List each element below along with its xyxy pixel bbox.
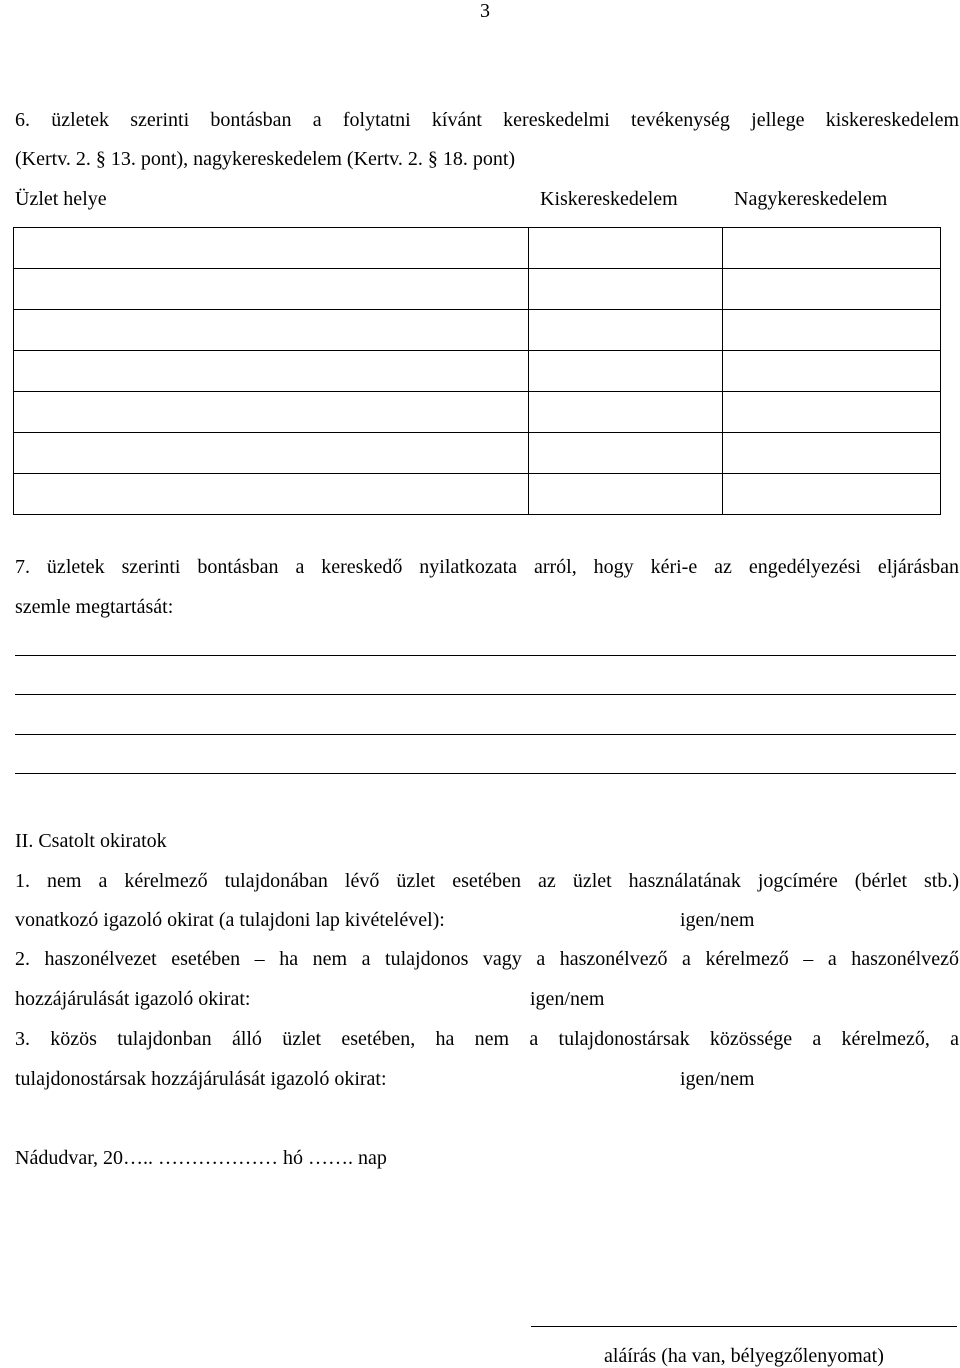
table-row [14,433,941,474]
table-header-retail: Kiskereskedelem [540,188,678,210]
item2-answer[interactable]: igen/nem [530,988,605,1010]
cell-retail[interactable] [529,269,723,310]
date-line: Nádudvar, 20….. ……………… hó ……. nap [15,1147,387,1169]
cell-location[interactable] [14,351,529,392]
store-type-table [13,227,941,515]
item3-line1: 3. közös tulajdonban álló üzlet esetében, ha nem a tulajdonostársak közössége a kérelmező, a [15,1028,959,1050]
table-header-wholesale: Nagykereskedelem [734,188,888,210]
cell-wholesale[interactable] [723,392,941,433]
cell-location[interactable] [14,392,529,433]
table-row [14,474,941,515]
item2-line1: 2. haszonélvezet esetében – ha nem a tulajdonos vagy a haszonélvező a kérelmező – a haszonélvező [15,948,959,970]
table-row [14,351,941,392]
table-row [14,392,941,433]
answer-line-1[interactable] [15,655,956,656]
cell-wholesale[interactable] [723,351,941,392]
cell-wholesale[interactable] [723,310,941,351]
signature-label: aláírás (ha van, bélyegzőlenyomat) [604,1345,884,1367]
cell-location[interactable] [14,269,529,310]
item3-answer[interactable]: igen/nem [680,1068,755,1090]
section6-line2: (Kertv. 2. § 13. pont), nagykereskedelem (Kertv. 2. § 18. pont) [15,148,516,170]
table-row [14,310,941,351]
cell-retail[interactable] [529,228,723,269]
table-header-location: Üzlet helye [15,188,107,210]
cell-wholesale[interactable] [723,474,941,515]
cell-location[interactable] [14,228,529,269]
item1-line2: vonatkozó igazoló okirat (a tulajdoni lap kivételével): [15,909,445,931]
cell-retail[interactable] [529,433,723,474]
page-number: 3 [480,0,490,22]
cell-location[interactable] [14,433,529,474]
section-title-attachments: II. Csatolt okiratok [15,830,167,852]
item3-line2: tulajdonostársak hozzájárulását igazoló okirat: [15,1068,387,1090]
item1-answer[interactable]: igen/nem [680,909,755,931]
answer-line-3[interactable] [15,734,956,735]
cell-location[interactable] [14,474,529,515]
item2-line2: hozzájárulását igazoló okirat: [15,988,251,1010]
cell-retail[interactable] [529,351,723,392]
table-row [14,269,941,310]
section6-line1: 6. üzletek szerinti bontásban a folytatni kívánt kereskedelmi tevékenység jellege kiskereskedelem [15,109,959,131]
signature-line[interactable] [531,1326,957,1327]
section7-line1: 7. üzletek szerinti bontásban a kereskedő nyilatkozata arról, hogy kéri-e az engedélyezési eljárásban [15,556,959,578]
cell-wholesale[interactable] [723,228,941,269]
cell-location[interactable] [14,310,529,351]
cell-retail[interactable] [529,310,723,351]
table-row [14,228,941,269]
cell-wholesale[interactable] [723,269,941,310]
cell-wholesale[interactable] [723,433,941,474]
answer-line-4[interactable] [15,773,956,774]
cell-retail[interactable] [529,474,723,515]
cell-retail[interactable] [529,392,723,433]
answer-line-2[interactable] [15,694,956,695]
item1-line1: 1. nem a kérelmező tulajdonában lévő üzlet esetében az üzlet használatának jogcímére (bérlet stb.) [15,870,959,892]
section7-line2: szemle megtartását: [15,596,174,618]
